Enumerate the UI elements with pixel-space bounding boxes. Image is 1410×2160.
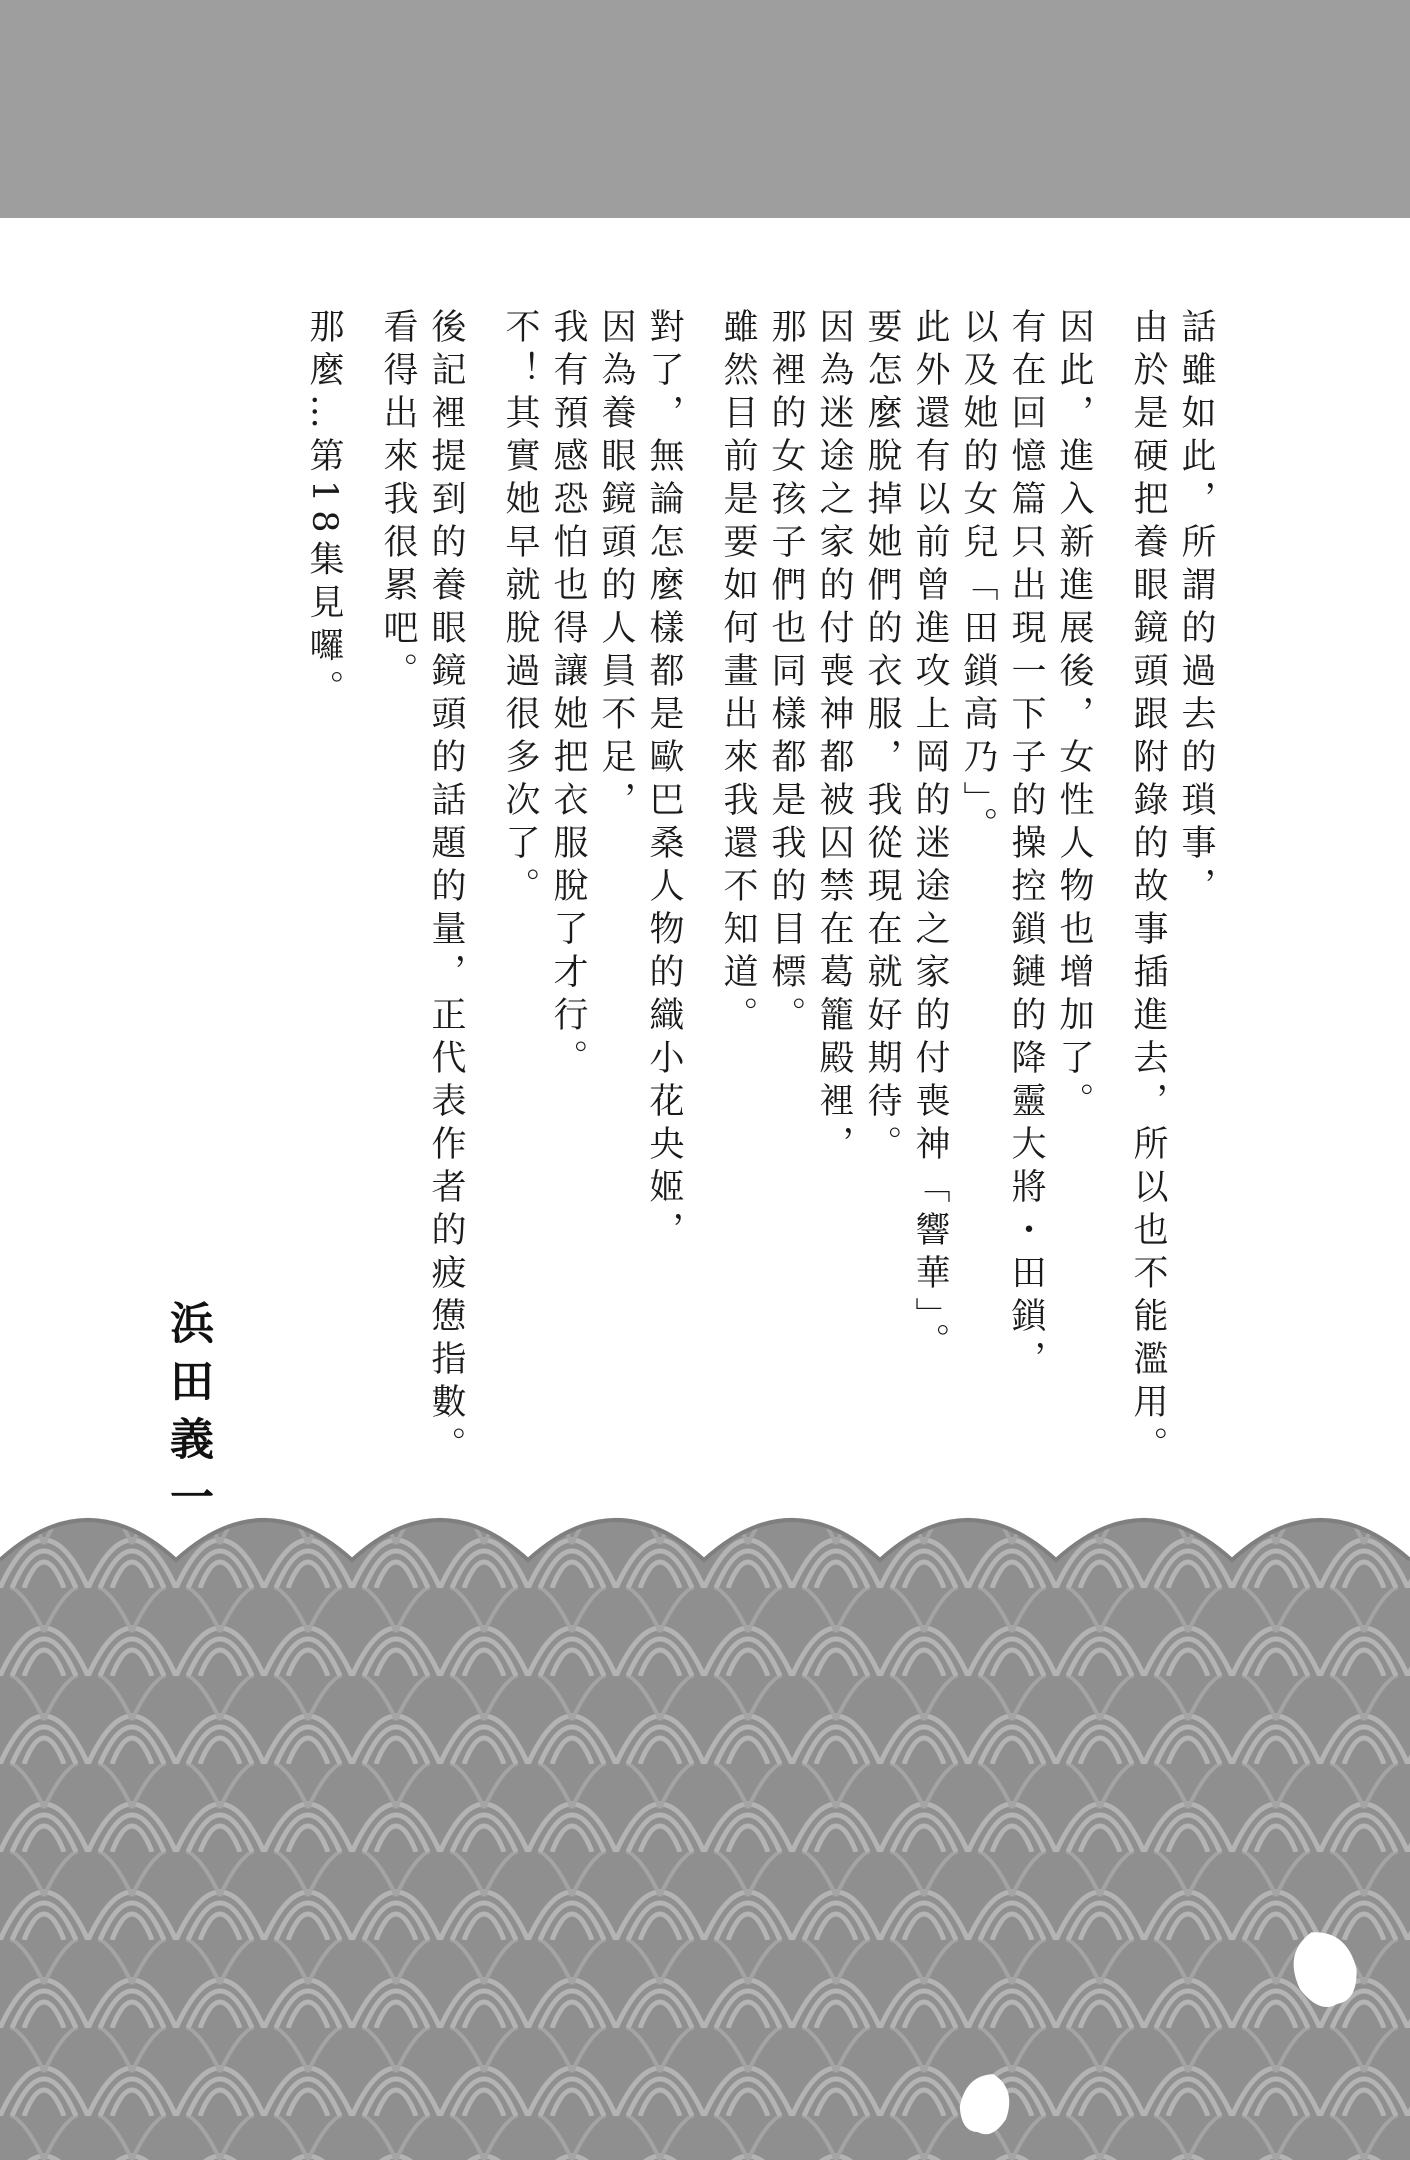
paragraph-4 xyxy=(374,308,470,1508)
text-line: 後記裡提到的養眼鏡頭的話題的量，正代表作者的疲憊指數。 xyxy=(426,308,466,1469)
text-line: 那裡的女孩子們也同樣都是我的目標。 xyxy=(766,308,806,1039)
text-line: 因為養眼鏡頭的人員不足， xyxy=(596,308,636,824)
paragraph-gap xyxy=(688,308,714,1508)
text-line: 對了，無論怎麼樣都是歐巴桑人物的織小花央姬， xyxy=(644,308,684,1254)
text-line: 雖然目前是要如何畫出來我還不知道。 xyxy=(718,308,758,1039)
text-line: 因此，進入新進展後，女性人物也增加了。 xyxy=(1054,308,1094,1125)
author-signature: 浜田義一 xyxy=(162,1300,213,1532)
paragraph-gap xyxy=(470,308,496,1508)
text-line: 話雖如此，所謂的過去的瑣事， xyxy=(1176,308,1216,910)
text-line: 以及她的女兒「田鎖高乃」。 xyxy=(958,308,998,850)
paragraph-1 xyxy=(1124,308,1220,1508)
paragraph-5 xyxy=(300,308,348,1508)
paragraph-3 xyxy=(496,308,688,1508)
text-line: 那麼…第18集見囉。 xyxy=(304,308,344,713)
text-line: 由於是硬把養眼鏡頭跟附錄的故事插進去，所以也不能濫用。 xyxy=(1128,308,1168,1469)
text-line: 因為迷途之家的付喪神都被囚禁在葛籠殿裡， xyxy=(814,308,854,1168)
paragraph-2 xyxy=(714,308,1098,1508)
top-gray-band xyxy=(0,0,1410,218)
text-line: 我有預感恐怕也得讓她把衣服脫了才行。 xyxy=(548,308,588,1082)
text-line: 此外還有以前曾進攻上岡的迷途之家的付喪神「響華」。 xyxy=(910,308,950,1366)
wave-pattern xyxy=(0,1500,1410,2160)
afterword-text xyxy=(300,308,1220,1508)
wave-body xyxy=(0,1520,1410,2160)
paragraph-gap xyxy=(348,308,374,1508)
text-line: 要怎麼脫掉她們的衣服，我從現在就好期待。 xyxy=(862,308,902,1168)
text-line: 不！其實她早就脫過很多次了。 xyxy=(500,308,540,910)
text-line: 看得出來我很累吧。 xyxy=(378,308,418,695)
text-line: 有在回憶篇只出現一下子的操控鎖鏈的降靈大將・田鎖， xyxy=(1006,308,1046,1383)
paragraph-gap xyxy=(1098,308,1124,1508)
